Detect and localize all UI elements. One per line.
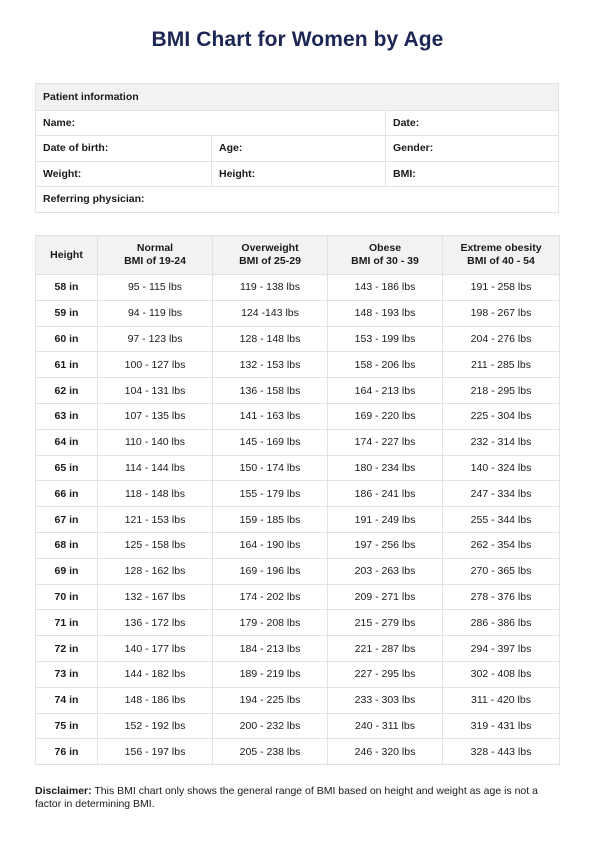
dob-field-label[interactable]: Date of birth: [43,142,109,155]
table-row [36,636,560,662]
page-title: BMI Chart for Women by Age [151,28,444,51]
header-obese-range: BMI of 30 - 39 [351,255,419,267]
cell-height: 66 in [36,481,98,507]
header-normal-range: BMI of 19-24 [124,255,186,267]
cell-extreme-obesity: 270 - 365 lbs [443,558,560,584]
cell-height: 64 in [36,429,98,455]
cell-obese: 240 - 311 lbs [328,713,443,739]
cell-normal: 110 - 140 lbs [98,429,213,455]
header-height [36,236,98,275]
cell-normal: 104 - 131 lbs [98,378,213,404]
cell-extreme-obesity: 225 - 304 lbs [443,403,560,429]
cell-overweight: 141 - 163 lbs [213,403,328,429]
cell-height: 61 in [36,352,98,378]
cell-obese: 186 - 241 lbs [328,481,443,507]
cell-normal: 136 - 172 lbs [98,610,213,636]
cell-normal: 156 - 197 lbs [98,739,213,765]
name-field-label[interactable]: Name: [43,116,76,129]
cell-height: 74 in [36,687,98,713]
cell-height: 69 in [36,558,98,584]
gender-field-label[interactable]: Gender: [385,136,558,161]
cell-normal: 148 - 186 lbs [98,687,213,713]
header-extreme-obesity-range: BMI of 40 - 54 [467,255,535,267]
cell-normal: 95 - 115 lbs [98,275,213,301]
cell-height: 60 in [36,326,98,352]
cell-height: 65 in [36,455,98,481]
cell-obese: 164 - 213 lbs [328,378,443,404]
patient-info-row [36,110,558,136]
cell-overweight: 145 - 169 lbs [213,429,328,455]
cell-normal: 114 - 144 lbs [98,455,213,481]
cell-height: 75 in [36,713,98,739]
cell-normal: 100 - 127 lbs [98,352,213,378]
patient-info-box [35,83,559,213]
patient-info-header: Patient information [43,90,139,103]
cell-overweight: 150 - 174 lbs [213,455,328,481]
cell-overweight: 189 - 219 lbs [213,661,328,687]
cell-overweight: 200 - 232 lbs [213,713,328,739]
cell-normal: 140 - 177 lbs [98,636,213,662]
cell-overweight: 169 - 196 lbs [213,558,328,584]
table-row [36,687,560,713]
patient-info-row [36,186,558,212]
cell-obese: 215 - 279 lbs [328,610,443,636]
table-row [36,610,560,636]
table-header-row [36,236,560,275]
table-row [36,352,560,378]
cell-obese: 203 - 263 lbs [328,558,443,584]
cell-overweight: 174 - 202 lbs [213,584,328,610]
bmi-field-label[interactable]: BMI: [385,162,558,187]
cell-extreme-obesity: 255 - 344 lbs [443,507,560,533]
cell-height: 68 in [36,532,98,558]
cell-normal: 128 - 162 lbs [98,558,213,584]
weight-field-label[interactable]: Weight: [43,167,82,180]
cell-extreme-obesity: 204 - 276 lbs [443,326,560,352]
cell-overweight: 184 - 213 lbs [213,636,328,662]
height-field-label[interactable]: Height: [211,162,385,187]
cell-overweight: 155 - 179 lbs [213,481,328,507]
table-row [36,532,560,558]
disclaimer [35,785,560,810]
cell-normal: 132 - 167 lbs [98,584,213,610]
cell-normal: 97 - 123 lbs [98,326,213,352]
cell-height: 67 in [36,507,98,533]
cell-obese: 148 - 193 lbs [328,300,443,326]
cell-extreme-obesity: 302 - 408 lbs [443,661,560,687]
header-overweight-label: Overweight [241,242,299,254]
cell-normal: 125 - 158 lbs [98,532,213,558]
cell-height: 72 in [36,636,98,662]
cell-overweight: 119 - 138 lbs [213,275,328,301]
cell-extreme-obesity: 211 - 285 lbs [443,352,560,378]
table-body [36,275,560,765]
cell-normal: 144 - 182 lbs [98,661,213,687]
cell-height: 70 in [36,584,98,610]
cell-height: 76 in [36,739,98,765]
cell-extreme-obesity: 198 - 267 lbs [443,300,560,326]
cell-extreme-obesity: 232 - 314 lbs [443,429,560,455]
cell-extreme-obesity: 311 - 420 lbs [443,687,560,713]
bmi-table [35,235,560,765]
cell-normal: 94 - 119 lbs [98,300,213,326]
table-row [36,326,560,352]
cell-overweight: 128 - 148 lbs [213,326,328,352]
cell-extreme-obesity: 294 - 397 lbs [443,636,560,662]
table-row [36,481,560,507]
cell-overweight: 164 - 190 lbs [213,532,328,558]
cell-obese: 153 - 199 lbs [328,326,443,352]
cell-extreme-obesity: 140 - 324 lbs [443,455,560,481]
date-field-label[interactable]: Date: [385,111,558,136]
header-extreme-obesity [443,236,560,275]
cell-extreme-obesity: 286 - 386 lbs [443,610,560,636]
cell-normal: 118 - 148 lbs [98,481,213,507]
cell-extreme-obesity: 328 - 443 lbs [443,739,560,765]
header-obese [328,236,443,275]
cell-obese: 191 - 249 lbs [328,507,443,533]
cell-normal: 152 - 192 lbs [98,713,213,739]
header-overweight-range: BMI of 25-29 [239,255,301,267]
cell-height: 62 in [36,378,98,404]
cell-overweight: 159 - 185 lbs [213,507,328,533]
cell-extreme-obesity: 218 - 295 lbs [443,378,560,404]
cell-overweight: 194 - 225 lbs [213,687,328,713]
cell-height: 58 in [36,275,98,301]
cell-obese: 246 - 320 lbs [328,739,443,765]
cell-obese: 233 - 303 lbs [328,687,443,713]
cell-normal: 121 - 153 lbs [98,507,213,533]
table-row [36,507,560,533]
table-row [36,403,560,429]
cell-extreme-obesity: 319 - 431 lbs [443,713,560,739]
table-row [36,661,560,687]
age-field-label[interactable]: Age: [211,136,385,161]
cell-extreme-obesity: 247 - 334 lbs [443,481,560,507]
cell-obese: 158 - 206 lbs [328,352,443,378]
cell-overweight: 132 - 153 lbs [213,352,328,378]
cell-obese: 143 - 186 lbs [328,275,443,301]
header-normal [98,236,213,275]
cell-height: 71 in [36,610,98,636]
header-obese-label: Obese [368,242,402,254]
cell-obese: 209 - 271 lbs [328,584,443,610]
cell-extreme-obesity: 278 - 376 lbs [443,584,560,610]
patient-info-header-row [36,84,558,110]
cell-height: 59 in [36,300,98,326]
header-overweight [213,236,328,275]
table-row [36,429,560,455]
disclaimer-text: This BMI chart only shows the general range of BMI based on height and weight as age is not a factor in determining BMI. [35,785,538,810]
cell-obese: 221 - 287 lbs [328,636,443,662]
disclaimer-label: Disclaimer: [35,785,92,797]
header-extreme-obesity-label: Extreme obesity [460,242,542,254]
table-row [36,275,560,301]
cell-extreme-obesity: 262 - 354 lbs [443,532,560,558]
physician-field-label[interactable]: Referring physician: [43,193,145,206]
table-row [36,584,560,610]
header-normal-label: Normal [136,242,174,254]
table-row [36,378,560,404]
cell-obese: 197 - 256 lbs [328,532,443,558]
patient-info-row [36,161,558,187]
patient-info-row [36,135,558,161]
cell-obese: 174 - 227 lbs [328,429,443,455]
cell-obese: 180 - 234 lbs [328,455,443,481]
cell-height: 63 in [36,403,98,429]
table-row [36,739,560,765]
cell-obese: 227 - 295 lbs [328,661,443,687]
cell-height: 73 in [36,661,98,687]
cell-overweight: 205 - 238 lbs [213,739,328,765]
cell-extreme-obesity: 191 - 258 lbs [443,275,560,301]
table-row [36,455,560,481]
table-row [36,558,560,584]
cell-overweight: 179 - 208 lbs [213,610,328,636]
table-row [36,300,560,326]
cell-overweight: 124 -143 lbs [213,300,328,326]
header-height-label: Height [50,248,83,261]
table-row [36,713,560,739]
cell-overweight: 136 - 158 lbs [213,378,328,404]
cell-normal: 107 - 135 lbs [98,403,213,429]
cell-obese: 169 - 220 lbs [328,403,443,429]
